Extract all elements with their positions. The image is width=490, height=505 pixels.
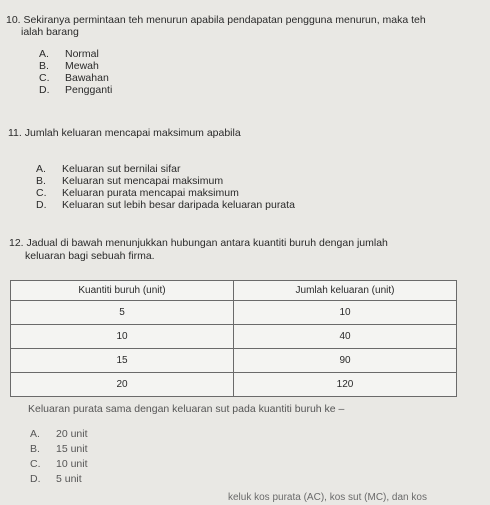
table-cell: 15 (11, 349, 234, 373)
q12-option-a[interactable]: A. 20 unit (30, 428, 88, 440)
table-cell: 20 (11, 373, 234, 397)
q10-option-d[interactable]: D. Pengganti (39, 84, 113, 96)
q12-option-b[interactable]: B. 15 unit (30, 443, 88, 455)
question-11 (8, 127, 241, 139)
table-row (11, 301, 457, 325)
question-text: Sekiranya permintaan teh menurun apabila pendapatan pengguna menurun, maka teh (23, 14, 426, 26)
column-header-output: Jumlah keluaran (unit) (234, 281, 457, 301)
q12-option-c[interactable]: C. 10 unit (30, 458, 88, 470)
table-row (11, 373, 457, 397)
question-12-line2: keluaran bagi sebuah firma. (25, 250, 155, 262)
q10-option-c[interactable]: C. Bawahan (39, 72, 109, 84)
question-number: 10. (6, 14, 21, 26)
cutoff-next-question-text: keluk kos purata (AC), kos sut (MC), dan kos (228, 492, 427, 503)
question-10-line1 (6, 14, 426, 26)
table-cell: 10 (11, 325, 234, 349)
q11-option-d[interactable]: D. Keluaran sut lebih besar daripada keluaran purata (36, 199, 295, 211)
column-header-labour: Kuantiti buruh (unit) (11, 281, 234, 301)
table-cell: 90 (234, 349, 457, 373)
q12-option-d[interactable]: D. 5 unit (30, 473, 82, 485)
labour-output-table (10, 280, 457, 397)
question-12-line1 (9, 237, 388, 249)
question-12-prompt: Keluaran purata sama dengan keluaran sut pada kuantiti buruh ke – (28, 403, 345, 415)
q10-option-b[interactable]: B. Mewah (39, 60, 99, 72)
table-cell: 40 (234, 325, 457, 349)
q11-option-b[interactable]: B. Keluaran sut mencapai maksimum (36, 175, 224, 187)
question-text: Jumlah keluaran mencapai maksimum apabila (24, 127, 241, 139)
table-row (11, 325, 457, 349)
table-cell: 5 (11, 301, 234, 325)
q11-option-a[interactable]: A. Keluaran sut bernilai sifar (36, 163, 181, 175)
question-text: Jadual di bawah menunjukkan hubungan antara kuantiti buruh dengan jumlah (26, 237, 388, 249)
table-row (11, 349, 457, 373)
q10-option-a[interactable]: A. Normal (39, 48, 99, 60)
table-cell: 120 (234, 373, 457, 397)
question-10-line2: ialah barang (21, 26, 79, 38)
question-number: 11. (8, 127, 22, 139)
table-header-row (11, 281, 457, 301)
question-number: 12. (9, 237, 24, 249)
q11-option-c[interactable]: C. Keluaran purata mencapai maksimum (36, 187, 239, 199)
table-cell: 10 (234, 301, 457, 325)
